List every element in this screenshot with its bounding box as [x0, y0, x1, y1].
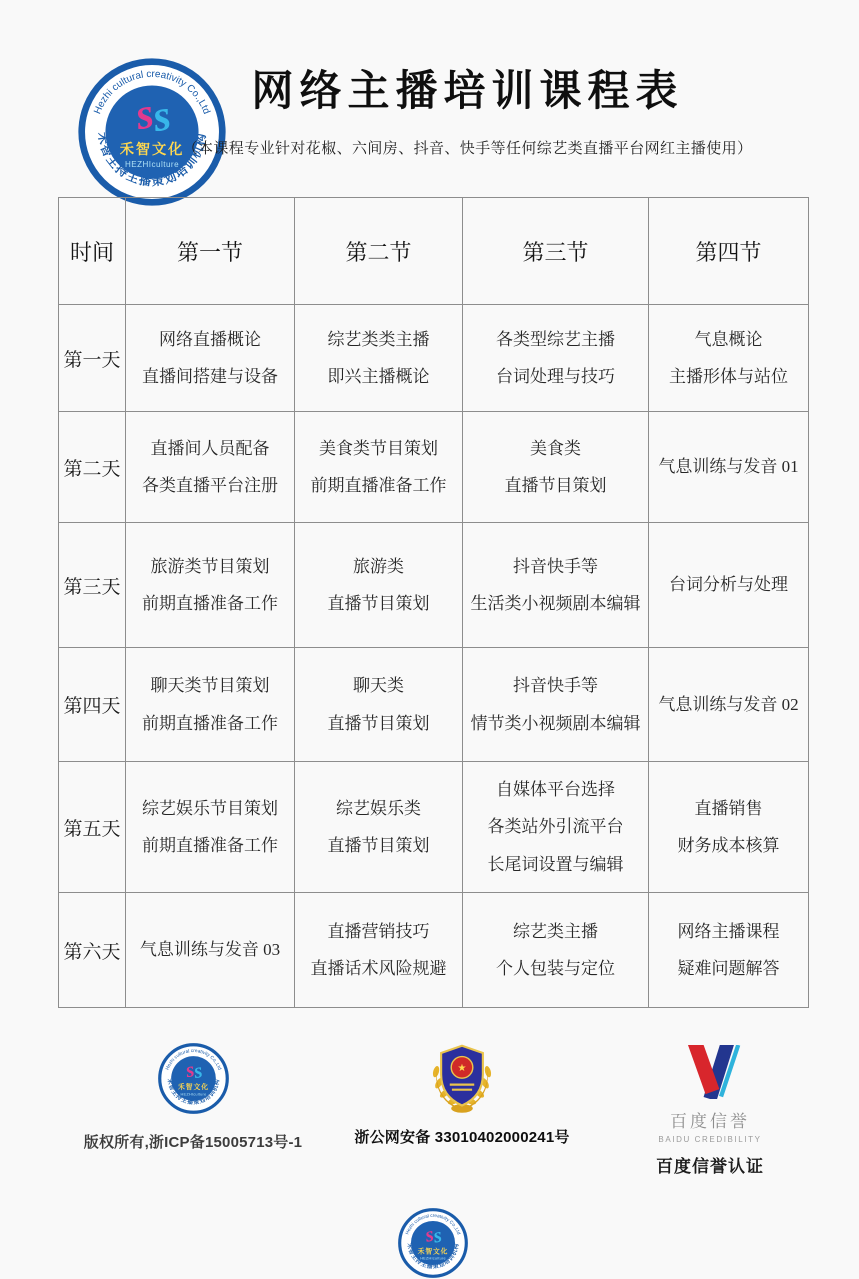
- course-line: 抖音快手等: [513, 556, 598, 576]
- course-line: 长尾词设置与编辑: [487, 854, 624, 874]
- course-line: 气息训练与发音 02: [658, 694, 799, 714]
- table-row: [59, 893, 809, 1008]
- course-line: 旅游类: [353, 556, 404, 576]
- course-cell: [463, 648, 649, 762]
- course-line: 直播节目策划: [327, 713, 430, 733]
- baidu-credibility-cn: 百度信誉: [670, 1112, 750, 1131]
- course-line: 综艺类主播: [513, 921, 598, 941]
- page-title: 网络主播培训课程表: [251, 69, 684, 115]
- course-cell: [126, 412, 295, 523]
- course-cell: [295, 305, 463, 412]
- course-line: 直播节目策划: [327, 836, 430, 855]
- hezhi-logo-icon: [397, 1207, 469, 1279]
- baidu-credibility-icon: [679, 1045, 741, 1099]
- course-line: 抖音快手等: [513, 676, 598, 696]
- course-cell: [649, 648, 809, 762]
- course-line: 气息训练与发音 01: [658, 457, 799, 477]
- day-label: 第四天: [59, 648, 126, 762]
- course-line: 旅游类节目策划: [150, 556, 270, 576]
- course-cell: [126, 762, 295, 893]
- course-line: 生活类小视频剧本编辑: [470, 594, 641, 613]
- table-row: [59, 305, 809, 412]
- course-line: 气息训练与发音 03: [139, 940, 281, 960]
- day-label: 第五天: [59, 762, 126, 893]
- course-cell: [126, 648, 295, 762]
- course-cell: [649, 523, 809, 648]
- course-cell: [649, 305, 809, 412]
- course-cell: [295, 762, 463, 893]
- course-line: 主播形体与站位: [669, 367, 788, 386]
- column-header-section: 第一节: [126, 198, 295, 305]
- course-line: 综艺娱乐节目策划: [142, 798, 278, 818]
- course-line: 美食类: [530, 438, 581, 458]
- schedule-table: [58, 197, 809, 1008]
- copyright-text: 版权所有,浙ICP备15005713号-1: [83, 1134, 303, 1151]
- column-header-section: 第三节: [463, 198, 649, 305]
- course-cell: [126, 523, 295, 648]
- day-label: 第一天: [59, 305, 126, 412]
- hezhi-logo-icon: [157, 1042, 230, 1115]
- police-record-text: 浙公网安备 33010402000241号: [354, 1129, 570, 1146]
- baidu-credibility-en: BAIDU CREDIBILITY: [658, 1135, 762, 1144]
- course-cell: [463, 305, 649, 412]
- course-line: 前期直播准备工作: [142, 594, 278, 613]
- course-cell: [295, 523, 463, 648]
- course-line: 直播节目策划: [504, 476, 607, 495]
- course-cell: [649, 762, 809, 893]
- page-subtitle: （本课程专业针对花椒、六间房、抖音、快手等任何综艺类直播平台网红主播使用）: [182, 141, 753, 157]
- course-line: 美食类节目策划: [319, 438, 438, 458]
- course-line: 聊天类: [353, 676, 404, 696]
- course-line: 前期直播准备工作: [310, 476, 447, 495]
- table-row: [59, 762, 809, 893]
- course-line: 台词分析与处理: [669, 575, 788, 595]
- course-cell: [463, 893, 649, 1008]
- column-header-time: 时间: [59, 198, 126, 305]
- course-cell: [463, 762, 649, 893]
- course-line: 情节类小视频剧本编辑: [470, 713, 641, 733]
- course-cell: [295, 893, 463, 1008]
- day-label: 第二天: [59, 412, 126, 523]
- table-row: [59, 648, 809, 762]
- table-row: [59, 523, 809, 648]
- course-line: 前期直播准备工作: [142, 713, 278, 733]
- course-cell: [126, 893, 295, 1008]
- course-cell: [295, 648, 463, 762]
- footer-copyright-block: [83, 1042, 303, 1152]
- column-header-section: 第四节: [649, 198, 809, 305]
- course-cell: [295, 412, 463, 523]
- course-cell: [126, 305, 295, 412]
- course-line: 直播话术风险规避: [310, 959, 447, 978]
- day-label: 第六天: [59, 893, 126, 1008]
- course-line: 即兴主播概论: [327, 367, 430, 386]
- course-line: 网络主播课程: [677, 921, 780, 941]
- table-body: [59, 305, 809, 1008]
- course-cell: [649, 893, 809, 1008]
- table-row: [59, 412, 809, 523]
- course-line: 财务成本核算: [677, 836, 780, 855]
- baidu-certification-text: 百度信誉认证: [656, 1157, 764, 1176]
- course-cell: [463, 523, 649, 648]
- course-cell: [463, 412, 649, 523]
- course-line: 聊天类节目策划: [150, 676, 270, 696]
- course-line: 直播间人员配备: [150, 438, 270, 458]
- table-header-row: [59, 198, 809, 305]
- course-line: 直播间搭建与设备: [142, 367, 278, 386]
- course-line: 直播营销技巧: [327, 921, 430, 941]
- bottom-partial-logo: [397, 1207, 469, 1279]
- course-line: 综艺类类主播: [327, 329, 430, 349]
- course-line: 各类站外引流平台: [487, 817, 624, 837]
- course-line: 自媒体平台选择: [496, 780, 615, 800]
- column-header-section: 第二节: [295, 198, 463, 305]
- course-line: 疑难问题解答: [677, 959, 780, 978]
- footer-baidu-block: [600, 1045, 820, 1177]
- course-line: 各类型综艺主播: [496, 329, 615, 349]
- police-badge-icon: [426, 1038, 498, 1114]
- course-line: 个人包装与定位: [496, 959, 615, 978]
- course-cell: [649, 412, 809, 523]
- course-line: 直播销售: [694, 798, 763, 818]
- header: [135, 66, 800, 158]
- course-line: 网络直播概论: [159, 329, 261, 349]
- course-line: 各类直播平台注册: [142, 476, 278, 495]
- course-line: 综艺娱乐类: [336, 798, 421, 818]
- course-line: 直播节目策划: [327, 594, 430, 613]
- day-label: 第三天: [59, 523, 126, 648]
- course-line: 前期直播准备工作: [142, 836, 278, 855]
- course-line: 台词处理与技巧: [496, 367, 615, 386]
- footer-police-block: [340, 1038, 584, 1147]
- course-line: 气息概论: [694, 329, 763, 349]
